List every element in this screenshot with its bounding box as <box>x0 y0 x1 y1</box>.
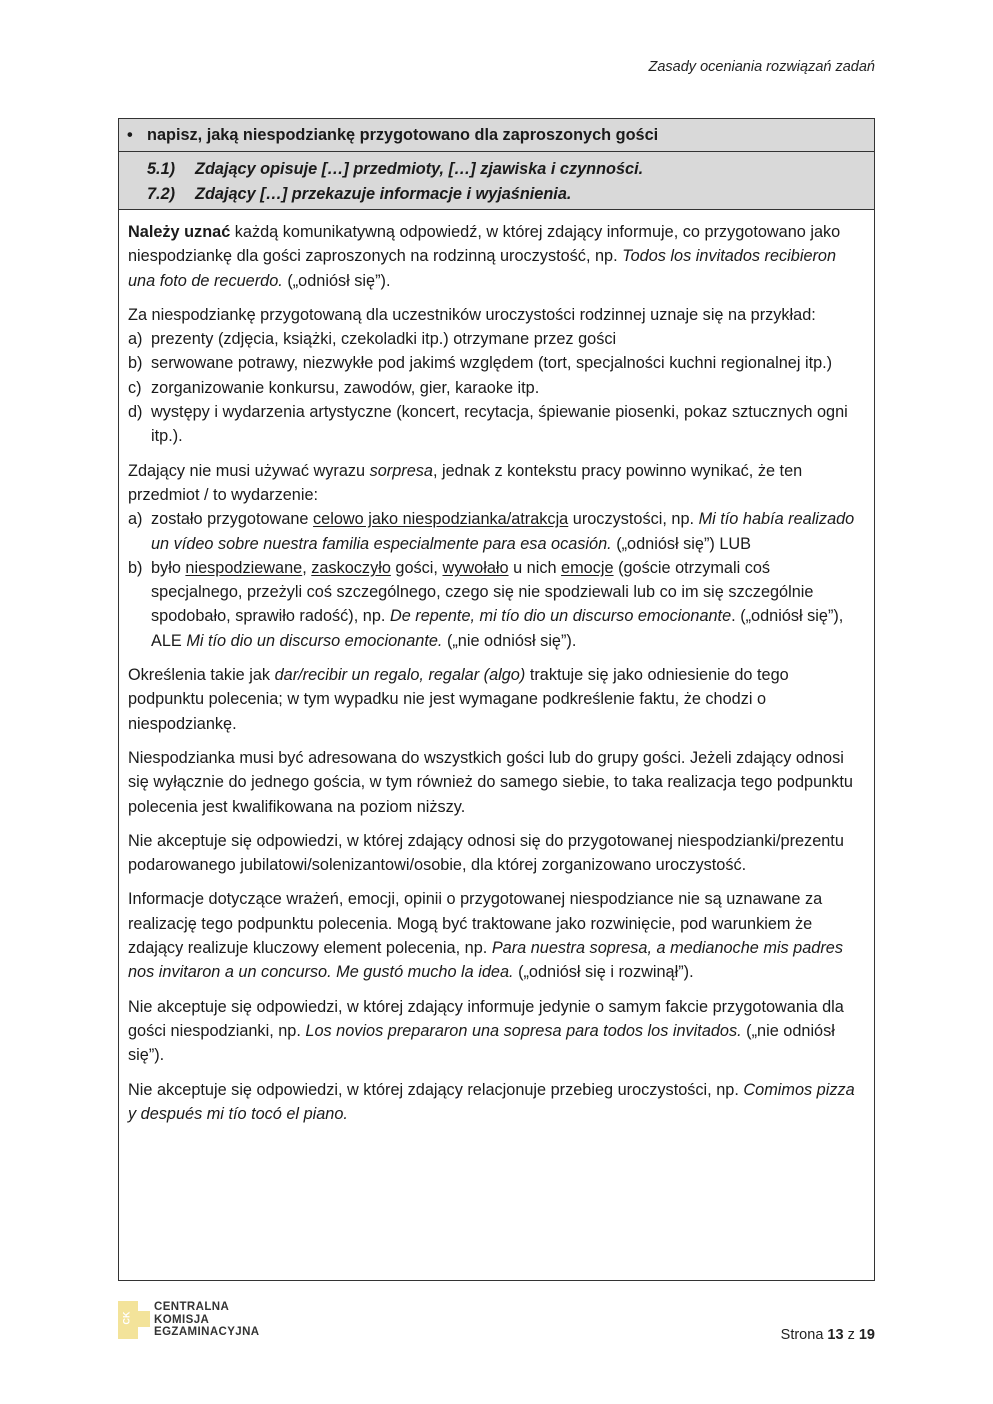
example-spanish: Mi tío había realizado un vídeo sobre nuestra familia especialmente para esa ocasión. <box>151 510 855 553</box>
logo-line: KOMISJA <box>154 1313 210 1326</box>
text-run: traktuje się jako odniesienie do tego podpunktu polecenia; w tym wypadku nie jest wymagane podkreślenie faktu, że chodzi o niespodziankę. <box>128 666 789 733</box>
rule-paragraph-reject-honoree: Nie akceptuje się odpowiedzi, w której zdający odnosi się do przygotowanej niespodzianki/prezentu podarowanego jubilatowi/solenizantowi/osobie, dla której zorganizowano uroczystość. <box>128 831 844 875</box>
text-run: , jednak z kontekstu pracy powinno wynikać, że ten przedmiot / to wydarzenie: <box>128 461 803 504</box>
list-label: b) <box>128 354 143 373</box>
example-spanish: De repente, mi tío dio un discurso emocionante <box>389 607 732 626</box>
list-label: b) <box>128 558 143 577</box>
logo-line: CENTRALNA <box>154 1301 230 1314</box>
conditions-list <box>128 507 865 653</box>
underlined-term: celowo jako niespodzianka/atrakcja <box>313 510 569 529</box>
logo-mark-text: CK <box>121 1311 132 1325</box>
text-run: u nich <box>508 558 562 577</box>
underlined-term: emocje <box>561 558 614 577</box>
text-run: (goście otrzymali coś specjalnego, przeżyli coś szczególnego, czego się nie spodziewali lub co im się szczególnie spodobało, sprawiło radość), np. <box>151 558 814 626</box>
score-note: („nie odniósł się”). <box>442 631 577 650</box>
page-separator: z <box>843 1327 859 1343</box>
rule-context-conditions <box>128 459 865 653</box>
grading-table <box>118 118 875 1281</box>
logo-text <box>154 1301 260 1339</box>
example-spanish: dar/recibir un regalo, regalar (algo) <box>274 666 526 685</box>
text-run: gości, <box>390 558 443 577</box>
rule-paragraph-impressions <box>128 887 865 984</box>
example-spanish: Todos los invitados recibieron una foto de recuerdo. <box>128 247 837 290</box>
example-spanish: Comimos pizza y después mi tío tocó el piano. <box>128 1080 855 1123</box>
rule-surprise-examples <box>128 303 865 449</box>
underlined-term: wywołało <box>442 558 509 577</box>
list-item <box>128 327 865 351</box>
bullet-icon: • <box>127 125 133 144</box>
score-note: . („odniósł się”), ALE <box>151 607 844 650</box>
paragraph-text: każdą komunikatywną odpowiedź, w której zdający informuje, co przygotowano jako niespodziankę dla gości zaproszonych na rodzinną uroczystość, np. <box>128 223 841 266</box>
list-item <box>128 556 865 653</box>
list-text: prezenty (zdjęcia, książki, czekoladki itp.) otrzymane przez gości <box>151 330 617 349</box>
text-run: Informacje dotyczące wrażeń, emocji, opinii o przygotowanej niespodziance nie są uznawane za realizację tego podpunktu polecenia. Mogą być traktowane jako rozwinięcie, pod warunkiem że zdający realizuje kluczowy element polecenia, np. <box>128 890 823 958</box>
list-item <box>128 400 865 449</box>
cke-logo-icon <box>118 1301 150 1339</box>
task-instruction-row <box>119 119 874 152</box>
text-run: uroczystości, np. <box>568 510 699 529</box>
criterion-item <box>147 157 874 182</box>
text-run: Nie akceptuje się odpowiedzi, w której zdający relacjonuje przebieg uroczystości, np. <box>128 1080 744 1099</box>
example-spanish: Mi tío dio un discurso emocionante. <box>186 631 443 650</box>
page-header-title: Zasady oceniania rozwiązań zadań <box>648 59 875 75</box>
examples-list <box>128 327 865 448</box>
underlined-term: niespodziewane <box>185 558 303 577</box>
list-label: a) <box>128 510 143 529</box>
page-number <box>781 1327 875 1343</box>
paragraph-text <box>128 459 865 508</box>
paragraph-text: Za niespodziankę przygotowaną dla uczestników uroczystości rodzinnej uznaje się na przykład: <box>128 305 816 324</box>
text-run: Zdający nie musi używać wyrazu <box>128 461 370 480</box>
list-item <box>128 351 865 375</box>
text-run: Nie akceptuje się odpowiedzi, w której zdający informuje jedynie o samym fakcie przygotowania dla gości niespodzianki, np. <box>128 997 844 1040</box>
score-note: („odniósł się”). <box>282 271 391 290</box>
list-label: c) <box>128 378 142 397</box>
example-spanish: Para nuestra sopresa, a medianoche mis padres nos invitaron a un concurso. Me gustó mucho la idea. <box>128 939 843 982</box>
list-text: występy i wydarzenia artystyczne (koncert, recytacja, śpiewanie piosenki, pokaz sztucznych ogni itp.). <box>151 403 848 446</box>
rule-paragraph-reject-narrative <box>128 1078 865 1127</box>
list-label: a) <box>128 330 143 349</box>
text-run: , <box>302 558 312 577</box>
criterion-text: Zdający […] przekazuje informacje i wyjaśnienia. <box>195 185 572 203</box>
cke-logo <box>118 1301 260 1339</box>
criterion-text: Zdający opisuje […] przedmioty, […] zjawiska i czynności. <box>195 160 644 178</box>
accept-label: Należy uznać <box>128 223 231 241</box>
underlined-term: zaskoczyło <box>311 558 391 577</box>
text-run: zostało przygotowane <box>151 510 314 529</box>
score-note: („nie odniósł się”). <box>128 1021 835 1065</box>
criterion-number: 5.1) <box>147 160 176 178</box>
page-total: 19 <box>858 1327 875 1343</box>
task-instruction: napisz, jaką niespodziankę przygotowano dla zaproszonych gości <box>147 125 659 144</box>
criterion-item <box>147 182 874 207</box>
rule-paragraph-phrases <box>128 663 865 736</box>
page-current: 13 <box>827 1327 844 1343</box>
text-run: Określenia takie jak <box>128 666 275 685</box>
rule-paragraph-reject-fact <box>128 995 865 1068</box>
page-prefix: Strona <box>780 1327 828 1343</box>
criterion-number: 7.2) <box>147 185 176 203</box>
score-note: („odniósł się”) LUB <box>611 534 752 553</box>
list-text: serwowane potrawy, niezwykłe pod jakimś względem (tort, specjalności kuchni regionalnej itp.) <box>151 354 833 373</box>
list-item <box>128 376 865 400</box>
logo-line: EGZAMINACYJNA <box>154 1326 260 1339</box>
rule-paragraph-accept <box>128 220 865 293</box>
score-note: („odniósł się i rozwinął”). <box>513 963 694 982</box>
example-spanish: Los novios prepararon una sopresa para todos los invitados. <box>305 1021 742 1040</box>
criteria-row <box>119 152 874 210</box>
keyword-spanish: sorpresa <box>369 461 433 480</box>
list-text: zorganizowanie konkursu, zawodów, gier, karaoke itp. <box>151 378 540 397</box>
grading-rules <box>119 210 874 1126</box>
text-run: było <box>151 558 186 577</box>
rule-paragraph-audience: Niespodzianka musi być adresowana do wszystkich gości lub do grupy gości. Jeżeli zdający odnosi się wyłącznie do jednego gościa, w tym również do samego siebie, to taka realizacja tego podpunktu polecenia jest kwalifikowana na poziom niższy. <box>128 748 853 816</box>
list-item <box>128 507 865 556</box>
list-label: d) <box>128 403 143 422</box>
